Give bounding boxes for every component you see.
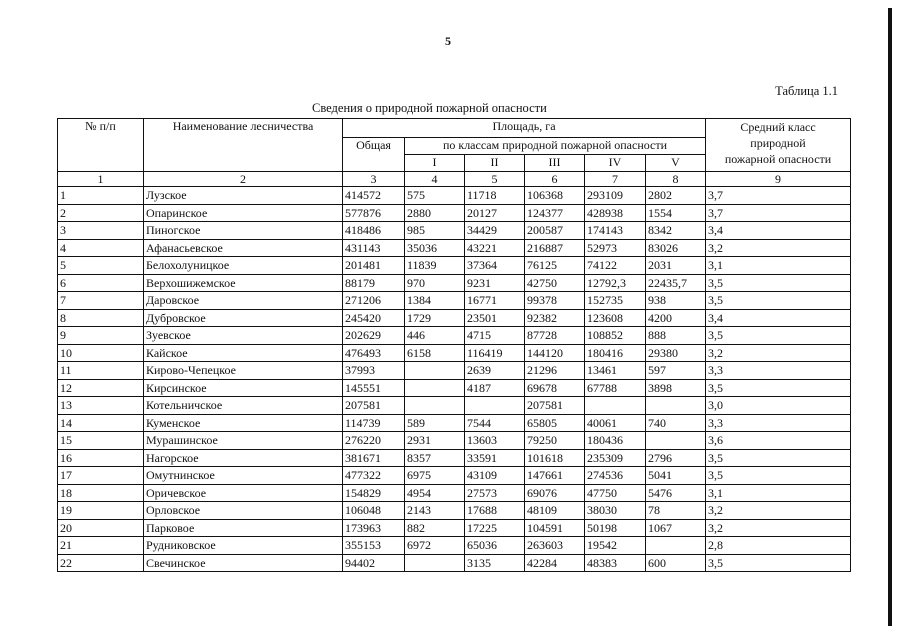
class-iv-area: 19542 xyxy=(585,537,646,555)
class-iii-area: 106368 xyxy=(525,187,585,205)
row-number: 5 xyxy=(58,257,144,275)
class-iv-area: 48383 xyxy=(585,554,646,572)
table-row xyxy=(58,467,851,485)
class-iii-area: 144120 xyxy=(525,344,585,362)
row-number: 6 xyxy=(58,274,144,292)
class-ii-area: 11718 xyxy=(465,187,525,205)
class-v-area: 938 xyxy=(646,292,706,310)
forestry-name: Опаринское xyxy=(144,204,343,222)
table-row xyxy=(58,327,851,345)
class-iv-area xyxy=(585,397,646,415)
row-number: 19 xyxy=(58,502,144,520)
table-row xyxy=(58,292,851,310)
class-iv-area: 152735 xyxy=(585,292,646,310)
class-v-area: 597 xyxy=(646,362,706,380)
column-number: 2 xyxy=(144,172,343,187)
total-area: 276220 xyxy=(343,432,405,450)
class-i-area xyxy=(405,379,465,397)
total-area: 37993 xyxy=(343,362,405,380)
class-ii-area: 13603 xyxy=(465,432,525,450)
class-iii-area: 69678 xyxy=(525,379,585,397)
class-ii-area: 65036 xyxy=(465,537,525,555)
class-v-area: 8342 xyxy=(646,222,706,240)
class-v-area xyxy=(646,432,706,450)
class-ii-area: 17688 xyxy=(465,502,525,520)
page-number: 5 xyxy=(445,34,451,48)
total-area: 201481 xyxy=(343,257,405,275)
average-class: 3,5 xyxy=(706,379,851,397)
average-class: 3,7 xyxy=(706,204,851,222)
table-label: Таблица 1.1 xyxy=(775,84,838,98)
total-area: 154829 xyxy=(343,484,405,502)
table-row xyxy=(58,309,851,327)
table-row xyxy=(58,344,851,362)
class-i-area xyxy=(405,362,465,380)
average-class: 3,2 xyxy=(706,344,851,362)
class-ii-area: 34429 xyxy=(465,222,525,240)
total-area: 245420 xyxy=(343,309,405,327)
average-class: 3,5 xyxy=(706,327,851,345)
class-v-area: 29380 xyxy=(646,344,706,362)
forestry-name: Лузское xyxy=(144,187,343,205)
class-v-area xyxy=(646,397,706,415)
class-iv-area: 47750 xyxy=(585,484,646,502)
class-iv-area: 180416 xyxy=(585,344,646,362)
average-class: 2,8 xyxy=(706,537,851,555)
class-i-area: 8357 xyxy=(405,449,465,467)
header-total: Общая xyxy=(343,138,405,172)
column-number: 9 xyxy=(706,172,851,187)
row-number: 15 xyxy=(58,432,144,450)
class-iv-area: 12792,3 xyxy=(585,274,646,292)
class-i-area xyxy=(405,554,465,572)
header-avg-line2: природной xyxy=(750,136,806,150)
column-number: 5 xyxy=(465,172,525,187)
average-class: 3,5 xyxy=(706,467,851,485)
class-iii-area: 124377 xyxy=(525,204,585,222)
header-class: III xyxy=(525,155,585,172)
class-ii-area: 43221 xyxy=(465,239,525,257)
row-number: 2 xyxy=(58,204,144,222)
row-number: 17 xyxy=(58,467,144,485)
average-class: 3,3 xyxy=(706,414,851,432)
row-number: 10 xyxy=(58,344,144,362)
class-iii-area: 79250 xyxy=(525,432,585,450)
class-v-area: 600 xyxy=(646,554,706,572)
table-row xyxy=(58,449,851,467)
class-v-area: 2031 xyxy=(646,257,706,275)
forestry-name: Белохолуницкое xyxy=(144,257,343,275)
class-iii-area: 69076 xyxy=(525,484,585,502)
average-class: 3,7 xyxy=(706,187,851,205)
total-area: 271206 xyxy=(343,292,405,310)
total-area: 145551 xyxy=(343,379,405,397)
average-class: 3,1 xyxy=(706,484,851,502)
forestry-name: Нагорское xyxy=(144,449,343,467)
class-ii-area: 23501 xyxy=(465,309,525,327)
class-iii-area: 21296 xyxy=(525,362,585,380)
class-iii-area: 92382 xyxy=(525,309,585,327)
average-class: 3,5 xyxy=(706,274,851,292)
average-class: 3,6 xyxy=(706,432,851,450)
class-v-area: 1554 xyxy=(646,204,706,222)
total-area: 202629 xyxy=(343,327,405,345)
class-iv-area: 293109 xyxy=(585,187,646,205)
forestry-name: Зуевское xyxy=(144,327,343,345)
forestry-name: Кайское xyxy=(144,344,343,362)
class-ii-area: 43109 xyxy=(465,467,525,485)
table-row xyxy=(58,397,851,415)
row-number: 20 xyxy=(58,519,144,537)
column-number: 3 xyxy=(343,172,405,187)
class-ii-area: 9231 xyxy=(465,274,525,292)
table-row xyxy=(58,274,851,292)
class-ii-area: 2639 xyxy=(465,362,525,380)
class-iii-area: 216887 xyxy=(525,239,585,257)
class-v-area: 3898 xyxy=(646,379,706,397)
header-name: Наименование лесничества xyxy=(144,119,343,172)
class-i-area: 882 xyxy=(405,519,465,537)
class-iv-area: 274536 xyxy=(585,467,646,485)
class-iv-area: 235309 xyxy=(585,449,646,467)
column-number: 1 xyxy=(58,172,144,187)
total-area: 577876 xyxy=(343,204,405,222)
header-class: V xyxy=(646,155,706,172)
class-i-area: 4954 xyxy=(405,484,465,502)
class-v-area xyxy=(646,537,706,555)
class-ii-area: 17225 xyxy=(465,519,525,537)
class-i-area: 35036 xyxy=(405,239,465,257)
class-ii-area: 3135 xyxy=(465,554,525,572)
header-avg-class xyxy=(706,119,851,172)
forestry-name: Парковое xyxy=(144,519,343,537)
table-row xyxy=(58,554,851,572)
class-iv-area: 13461 xyxy=(585,362,646,380)
class-iv-area: 180436 xyxy=(585,432,646,450)
forestry-name: Свечинское xyxy=(144,554,343,572)
forestry-name: Кирово-Чепецкое xyxy=(144,362,343,380)
average-class: 3,4 xyxy=(706,309,851,327)
total-area: 88179 xyxy=(343,274,405,292)
forestry-name: Кирсинское xyxy=(144,379,343,397)
class-v-area: 740 xyxy=(646,414,706,432)
average-class: 3,5 xyxy=(706,292,851,310)
class-iv-area: 108852 xyxy=(585,327,646,345)
class-v-area: 22435,7 xyxy=(646,274,706,292)
class-ii-area: 4715 xyxy=(465,327,525,345)
class-v-area: 4200 xyxy=(646,309,706,327)
average-class: 3,1 xyxy=(706,257,851,275)
column-number: 7 xyxy=(585,172,646,187)
class-iii-area: 42750 xyxy=(525,274,585,292)
class-iii-area: 101618 xyxy=(525,449,585,467)
table-row xyxy=(58,222,851,240)
class-v-area: 83026 xyxy=(646,239,706,257)
class-v-area: 1067 xyxy=(646,519,706,537)
class-iii-area: 104591 xyxy=(525,519,585,537)
class-iv-area: 38030 xyxy=(585,502,646,520)
class-ii-area: 4187 xyxy=(465,379,525,397)
forestry-name: Даровское xyxy=(144,292,343,310)
row-number: 1 xyxy=(58,187,144,205)
average-class: 3,4 xyxy=(706,222,851,240)
class-ii-area: 7544 xyxy=(465,414,525,432)
table-row xyxy=(58,432,851,450)
average-class: 3,2 xyxy=(706,502,851,520)
row-number: 7 xyxy=(58,292,144,310)
total-area: 114739 xyxy=(343,414,405,432)
class-v-area: 5476 xyxy=(646,484,706,502)
class-v-area: 2796 xyxy=(646,449,706,467)
page-edge-bar xyxy=(888,8,892,626)
class-iv-area: 40061 xyxy=(585,414,646,432)
class-i-area: 6158 xyxy=(405,344,465,362)
total-area: 431143 xyxy=(343,239,405,257)
row-number: 18 xyxy=(58,484,144,502)
header-class: I xyxy=(405,155,465,172)
header-class: II xyxy=(465,155,525,172)
average-class: 3,5 xyxy=(706,554,851,572)
header-area: Площадь, га xyxy=(343,119,706,138)
column-number: 8 xyxy=(646,172,706,187)
column-number: 4 xyxy=(405,172,465,187)
class-i-area: 1384 xyxy=(405,292,465,310)
class-iii-area: 42284 xyxy=(525,554,585,572)
class-v-area: 888 xyxy=(646,327,706,345)
class-ii-area: 16771 xyxy=(465,292,525,310)
forestry-name: Оричевское xyxy=(144,484,343,502)
table-row xyxy=(58,484,851,502)
forestry-name: Рудниковское xyxy=(144,537,343,555)
class-iii-area: 200587 xyxy=(525,222,585,240)
header-by-class: по классам природной пожарной опасности xyxy=(405,138,706,155)
row-number: 22 xyxy=(58,554,144,572)
class-iv-area: 428938 xyxy=(585,204,646,222)
class-i-area: 2931 xyxy=(405,432,465,450)
average-class: 3,2 xyxy=(706,519,851,537)
table-row xyxy=(58,502,851,520)
total-area: 381671 xyxy=(343,449,405,467)
row-number: 3 xyxy=(58,222,144,240)
class-i-area: 575 xyxy=(405,187,465,205)
row-number: 12 xyxy=(58,379,144,397)
header-num: № п/п xyxy=(58,119,144,172)
class-iii-area: 48109 xyxy=(525,502,585,520)
row-number: 16 xyxy=(58,449,144,467)
class-iii-area: 263603 xyxy=(525,537,585,555)
total-area: 414572 xyxy=(343,187,405,205)
class-v-area: 5041 xyxy=(646,467,706,485)
average-class: 3,2 xyxy=(706,239,851,257)
table-row xyxy=(58,519,851,537)
forestry-name: Орловское xyxy=(144,502,343,520)
row-number: 13 xyxy=(58,397,144,415)
average-class: 3,5 xyxy=(706,449,851,467)
forestry-name: Мурашинское xyxy=(144,432,343,450)
forestry-name: Пиногское xyxy=(144,222,343,240)
row-number: 21 xyxy=(58,537,144,555)
row-number: 8 xyxy=(58,309,144,327)
class-i-area: 970 xyxy=(405,274,465,292)
total-area: 94402 xyxy=(343,554,405,572)
class-iii-area: 99378 xyxy=(525,292,585,310)
forestry-name: Верхошижемское xyxy=(144,274,343,292)
class-ii-area: 27573 xyxy=(465,484,525,502)
total-area: 207581 xyxy=(343,397,405,415)
class-iv-area: 67788 xyxy=(585,379,646,397)
class-ii-area: 20127 xyxy=(465,204,525,222)
table-row xyxy=(58,204,851,222)
class-iv-area: 74122 xyxy=(585,257,646,275)
class-ii-area: 33591 xyxy=(465,449,525,467)
class-iii-area: 65805 xyxy=(525,414,585,432)
table-row xyxy=(58,537,851,555)
class-i-area: 6972 xyxy=(405,537,465,555)
row-number: 9 xyxy=(58,327,144,345)
class-i-area: 2143 xyxy=(405,502,465,520)
column-number: 6 xyxy=(525,172,585,187)
total-area: 106048 xyxy=(343,502,405,520)
row-number: 14 xyxy=(58,414,144,432)
class-iv-area: 52973 xyxy=(585,239,646,257)
class-i-area: 446 xyxy=(405,327,465,345)
forestry-name: Дубровское xyxy=(144,309,343,327)
class-iii-area: 76125 xyxy=(525,257,585,275)
total-area: 418486 xyxy=(343,222,405,240)
total-area: 355153 xyxy=(343,537,405,555)
fire-danger-table xyxy=(57,118,851,572)
class-i-area xyxy=(405,397,465,415)
class-iv-area: 123608 xyxy=(585,309,646,327)
header-class: IV xyxy=(585,155,646,172)
class-ii-area xyxy=(465,397,525,415)
table-row xyxy=(58,187,851,205)
class-ii-area: 37364 xyxy=(465,257,525,275)
table-row xyxy=(58,414,851,432)
header-avg-line1: Средний класс xyxy=(740,120,816,134)
forestry-name: Афанасьевское xyxy=(144,239,343,257)
forestry-name: Куменское xyxy=(144,414,343,432)
class-iii-area: 147661 xyxy=(525,467,585,485)
total-area: 477322 xyxy=(343,467,405,485)
class-i-area: 6975 xyxy=(405,467,465,485)
average-class: 3,3 xyxy=(706,362,851,380)
table-row xyxy=(58,239,851,257)
class-ii-area: 116419 xyxy=(465,344,525,362)
header-avg-line3: пожарной опасности xyxy=(724,152,832,166)
class-iv-area: 174143 xyxy=(585,222,646,240)
total-area: 173963 xyxy=(343,519,405,537)
class-i-area: 11839 xyxy=(405,257,465,275)
class-i-area: 589 xyxy=(405,414,465,432)
average-class: 3,0 xyxy=(706,397,851,415)
row-number: 11 xyxy=(58,362,144,380)
table-row xyxy=(58,379,851,397)
class-v-area: 2802 xyxy=(646,187,706,205)
class-i-area: 985 xyxy=(405,222,465,240)
class-v-area: 78 xyxy=(646,502,706,520)
class-i-area: 1729 xyxy=(405,309,465,327)
table-row xyxy=(58,362,851,380)
forestry-name: Котельничское xyxy=(144,397,343,415)
class-iv-area: 50198 xyxy=(585,519,646,537)
class-iii-area: 207581 xyxy=(525,397,585,415)
class-iii-area: 87728 xyxy=(525,327,585,345)
total-area: 476493 xyxy=(343,344,405,362)
forestry-name: Омутнинское xyxy=(144,467,343,485)
table-row xyxy=(58,257,851,275)
class-i-area: 2880 xyxy=(405,204,465,222)
row-number: 4 xyxy=(58,239,144,257)
table-caption: Сведения о природной пожарной опасности xyxy=(312,101,547,115)
